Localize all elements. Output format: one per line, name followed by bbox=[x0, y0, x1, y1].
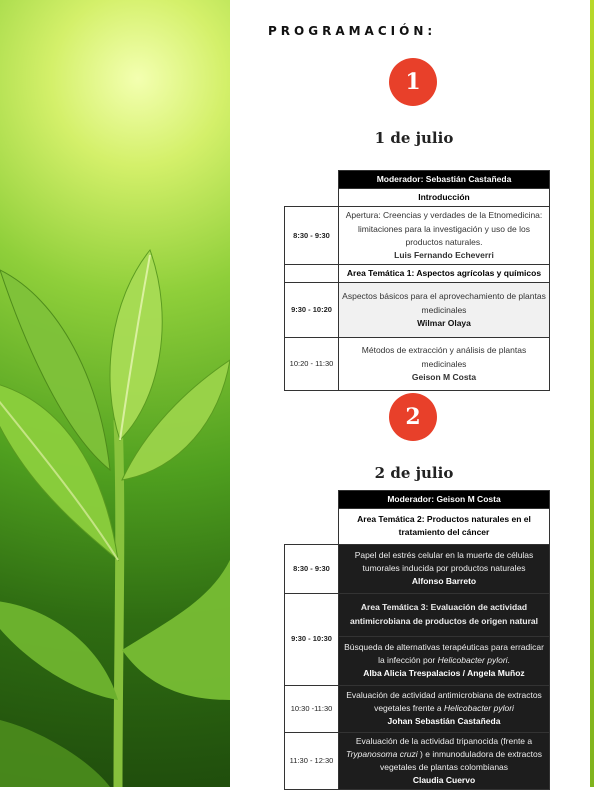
session-title: Métodos de extracción y análisis de plantas medicinales bbox=[361, 345, 527, 369]
table-row bbox=[285, 207, 550, 265]
session-speaker: Johan Sebastián Castañeda bbox=[387, 716, 501, 727]
day-1-moderator: Moderador: Sebastián Castañeda bbox=[339, 171, 550, 189]
session-cell bbox=[339, 544, 550, 593]
session-speaker: Alba Alicia Trespalacios / Angela Muñoz bbox=[363, 668, 525, 679]
plant-leaves-photo bbox=[0, 0, 230, 787]
day-1-table bbox=[284, 170, 550, 391]
session-time: 8:30 - 9:30 bbox=[285, 544, 339, 593]
session-title: Papel del estrés celular en la muerte de células tumorales inducida por productos naturales bbox=[354, 549, 534, 573]
session-time: 8:30 - 9:30 bbox=[285, 207, 339, 265]
day-2-moderator: Moderador: Geison M Costa bbox=[339, 491, 550, 509]
right-accent-bar bbox=[590, 0, 594, 787]
session-cell bbox=[339, 338, 550, 391]
day-1-area-header: Area Temática 1: Aspectos agrícolas y químicos bbox=[339, 265, 550, 283]
page-title: PROGRAMACIÓN: bbox=[268, 24, 437, 38]
session-speaker: Luis Fernando Echeverri bbox=[394, 249, 494, 260]
session-title-post: . bbox=[507, 654, 510, 665]
session-speaker: Claudia Cuervo bbox=[412, 775, 476, 786]
session-title-species: Helicobacter pylori bbox=[437, 654, 508, 665]
session-title-pre: Búsqueda de alternativas terapéuticas para erradicar la infección por bbox=[344, 641, 544, 665]
session-title: Aspectos básicos para el aprovechamiento de plantas medicinales bbox=[342, 291, 546, 315]
session-time: 11:30 - 12:30 bbox=[285, 732, 339, 790]
session-cell bbox=[339, 283, 550, 338]
day-2-badge: 2 bbox=[389, 393, 437, 441]
session-speaker: Wilmar Olaya bbox=[417, 317, 471, 328]
day-2-table bbox=[284, 490, 550, 790]
session-time: 10:30 -11:30 bbox=[285, 685, 339, 732]
day-1-intro-header: Introducción bbox=[339, 189, 550, 207]
table-row bbox=[285, 544, 550, 593]
session-title-species: Helicobacter pylori bbox=[444, 702, 514, 713]
session-time: 10:20 - 11:30 bbox=[285, 338, 339, 391]
session-speaker: Alfonso Barreto bbox=[411, 576, 477, 587]
session-time: 9:30 - 10:20 bbox=[285, 283, 339, 338]
session-title-post: ) e inmunoduladora de extractos vegetales de plantas colombianas bbox=[379, 748, 542, 772]
session-cell bbox=[339, 636, 550, 685]
day-2-area2-header: Area Temática 2: Productos naturales en el tratamiento del cáncer bbox=[339, 509, 550, 544]
table-row bbox=[285, 685, 550, 732]
day-1-badge: 1 bbox=[389, 58, 437, 106]
session-speaker: Geison M Costa bbox=[411, 371, 477, 382]
table-row bbox=[285, 732, 550, 790]
schedule-content bbox=[230, 0, 590, 787]
session-title-pre: Evaluación de actividad antimicrobiana de extractos vegetales frente a bbox=[346, 689, 542, 713]
session-time: 9:30 - 10:30 bbox=[285, 593, 339, 685]
table-row bbox=[285, 283, 550, 338]
table-row bbox=[285, 338, 550, 391]
session-title-species: Trypanosoma cruzi bbox=[346, 748, 418, 759]
table-row bbox=[285, 593, 550, 636]
day-2-area3-header: Area Temática 3: Evaluación de actividad antimicrobiana de productos de origen natural bbox=[339, 593, 550, 636]
session-title-pre: Evaluación de la actividad tripanocida (frente a bbox=[355, 735, 533, 746]
day-2-title: 2 de julio bbox=[374, 464, 454, 482]
session-cell bbox=[339, 207, 550, 265]
session-title: Apertura: Creencias y verdades de la Etnomedicina: limitaciones para la investigación y uso de los productos naturales. bbox=[345, 210, 543, 247]
day-1-title: 1 de julio bbox=[374, 129, 454, 147]
session-cell bbox=[339, 732, 550, 790]
session-cell bbox=[339, 685, 550, 732]
